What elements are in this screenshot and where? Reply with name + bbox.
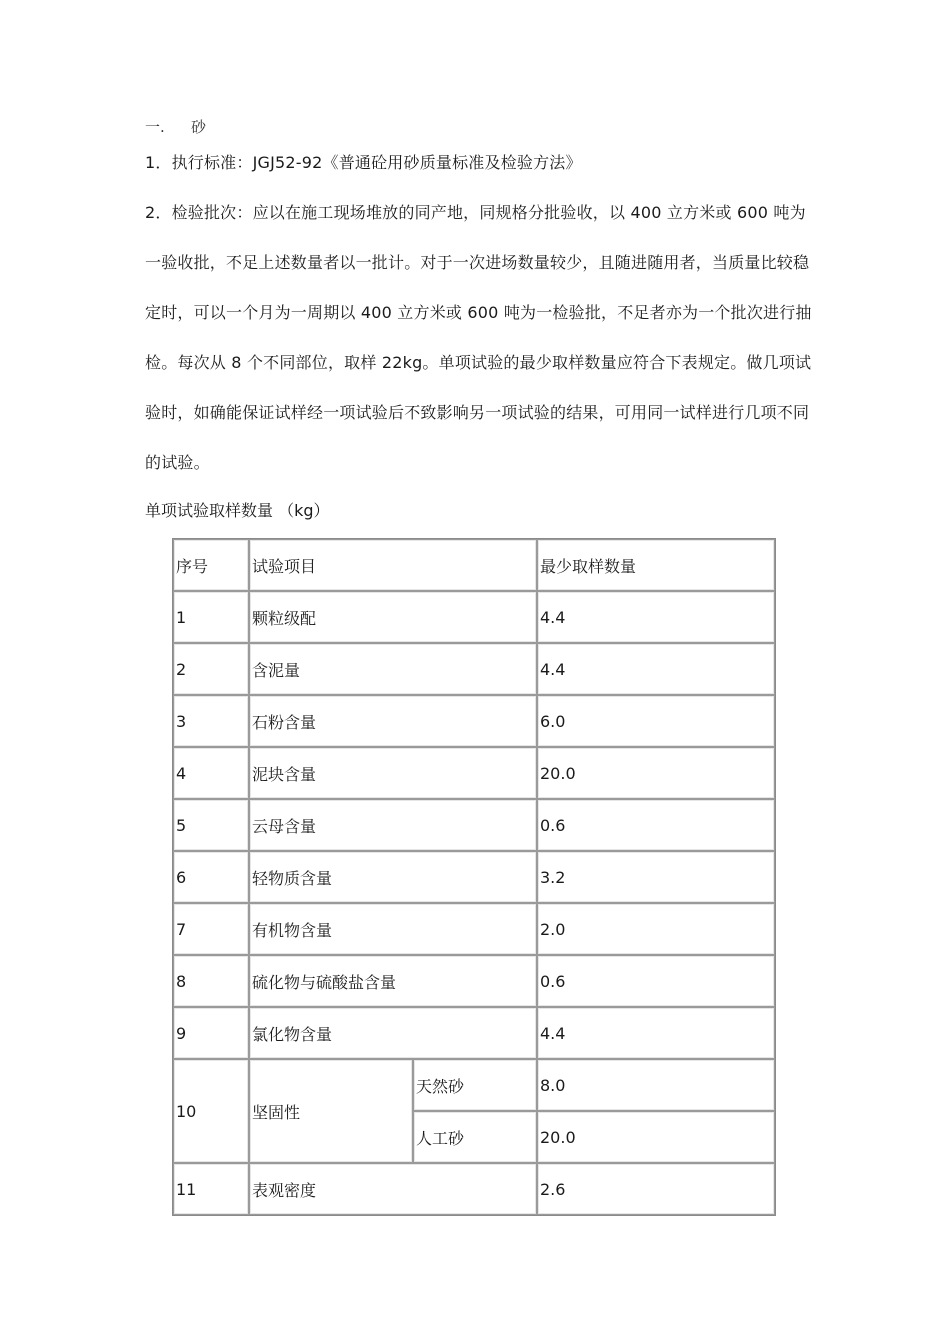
table-row-soundness [173, 1059, 775, 1111]
section-heading [145, 116, 206, 137]
table-row [173, 903, 775, 955]
row-item: 坚固性 [249, 1059, 413, 1163]
section-number: 一. [145, 118, 165, 136]
row-qty: 4.4 [537, 591, 775, 643]
row-no: 7 [173, 903, 249, 955]
row-no: 4 [173, 747, 249, 799]
table-row [173, 955, 775, 1007]
table-row [173, 851, 775, 903]
row-item: 石粉含量 [249, 695, 537, 747]
row-item: 云母含量 [249, 799, 537, 851]
row-no: 3 [173, 695, 249, 747]
row-item: 泥块含量 [249, 747, 537, 799]
sand-type-manufactured: 人工砂 [413, 1111, 537, 1163]
sampling-table [172, 538, 776, 1216]
row-item: 硫化物与硫酸盐含量 [249, 955, 537, 1007]
row-qty: 20.0 [537, 1111, 775, 1163]
row-no: 6 [173, 851, 249, 903]
row-no: 11 [173, 1163, 249, 1215]
row-qty: 3.2 [537, 851, 775, 903]
row-qty: 0.6 [537, 955, 775, 1007]
table-caption: 单项试验取样数量 （kg） [145, 501, 330, 520]
row-item: 氯化物含量 [249, 1007, 537, 1059]
row-qty: 2.6 [537, 1163, 775, 1215]
row-no: 1 [173, 591, 249, 643]
row-item: 轻物质含量 [249, 851, 537, 903]
table-row [173, 747, 775, 799]
row-item: 含泥量 [249, 643, 537, 695]
table-row [173, 799, 775, 851]
row-qty: 4.4 [537, 643, 775, 695]
row-qty: 4.4 [537, 1007, 775, 1059]
header-no: 序号 [173, 539, 249, 591]
row-no: 2 [173, 643, 249, 695]
row-qty: 6.0 [537, 695, 775, 747]
row-qty: 2.0 [537, 903, 775, 955]
header-item: 试验项目 [249, 539, 537, 591]
row-item: 颗粒级配 [249, 591, 537, 643]
row-no: 10 [173, 1059, 249, 1163]
table-row [173, 1007, 775, 1059]
table-header-row [173, 539, 775, 591]
table-row [173, 695, 775, 747]
row-qty: 0.6 [537, 799, 775, 851]
table-row [173, 591, 775, 643]
sand-type-natural: 天然砂 [413, 1059, 537, 1111]
table-row [173, 643, 775, 695]
row-no: 9 [173, 1007, 249, 1059]
header-qty: 最少取样数量 [537, 539, 775, 591]
row-qty: 20.0 [537, 747, 775, 799]
standard-paragraph: 1．执行标准：JGJ52-92《普通砼用砂质量标准及检验方法》 [145, 153, 582, 172]
row-qty: 8.0 [537, 1059, 775, 1111]
section-title: 砂 [191, 118, 207, 136]
row-item: 表观密度 [249, 1163, 537, 1215]
row-no: 5 [173, 799, 249, 851]
batch-paragraph: 2．检验批次：应以在施工现场堆放的同产地，同规格分批验收，以 400 立方米或 600 吨为一验收批，不足上述数量者以一批计。对于一次进场数量较少，且随进随用者，当质量比较稳定时，可以一个月为一周期以 400 立方米或 600 吨为一检验批，不足者亦为一个批次进行抽检。每次从 8 个不同部位，取样 22kg。单项试验的最少取样数量应符合下表规定。做几项试验时，如确能保证试样经一项试验后不致影响另一项试验的结果，可用同一试样进行几项不同的试验。 [145, 203, 812, 472]
row-no: 8 [173, 955, 249, 1007]
row-item: 有机物含量 [249, 903, 537, 955]
table-row [173, 1163, 775, 1215]
